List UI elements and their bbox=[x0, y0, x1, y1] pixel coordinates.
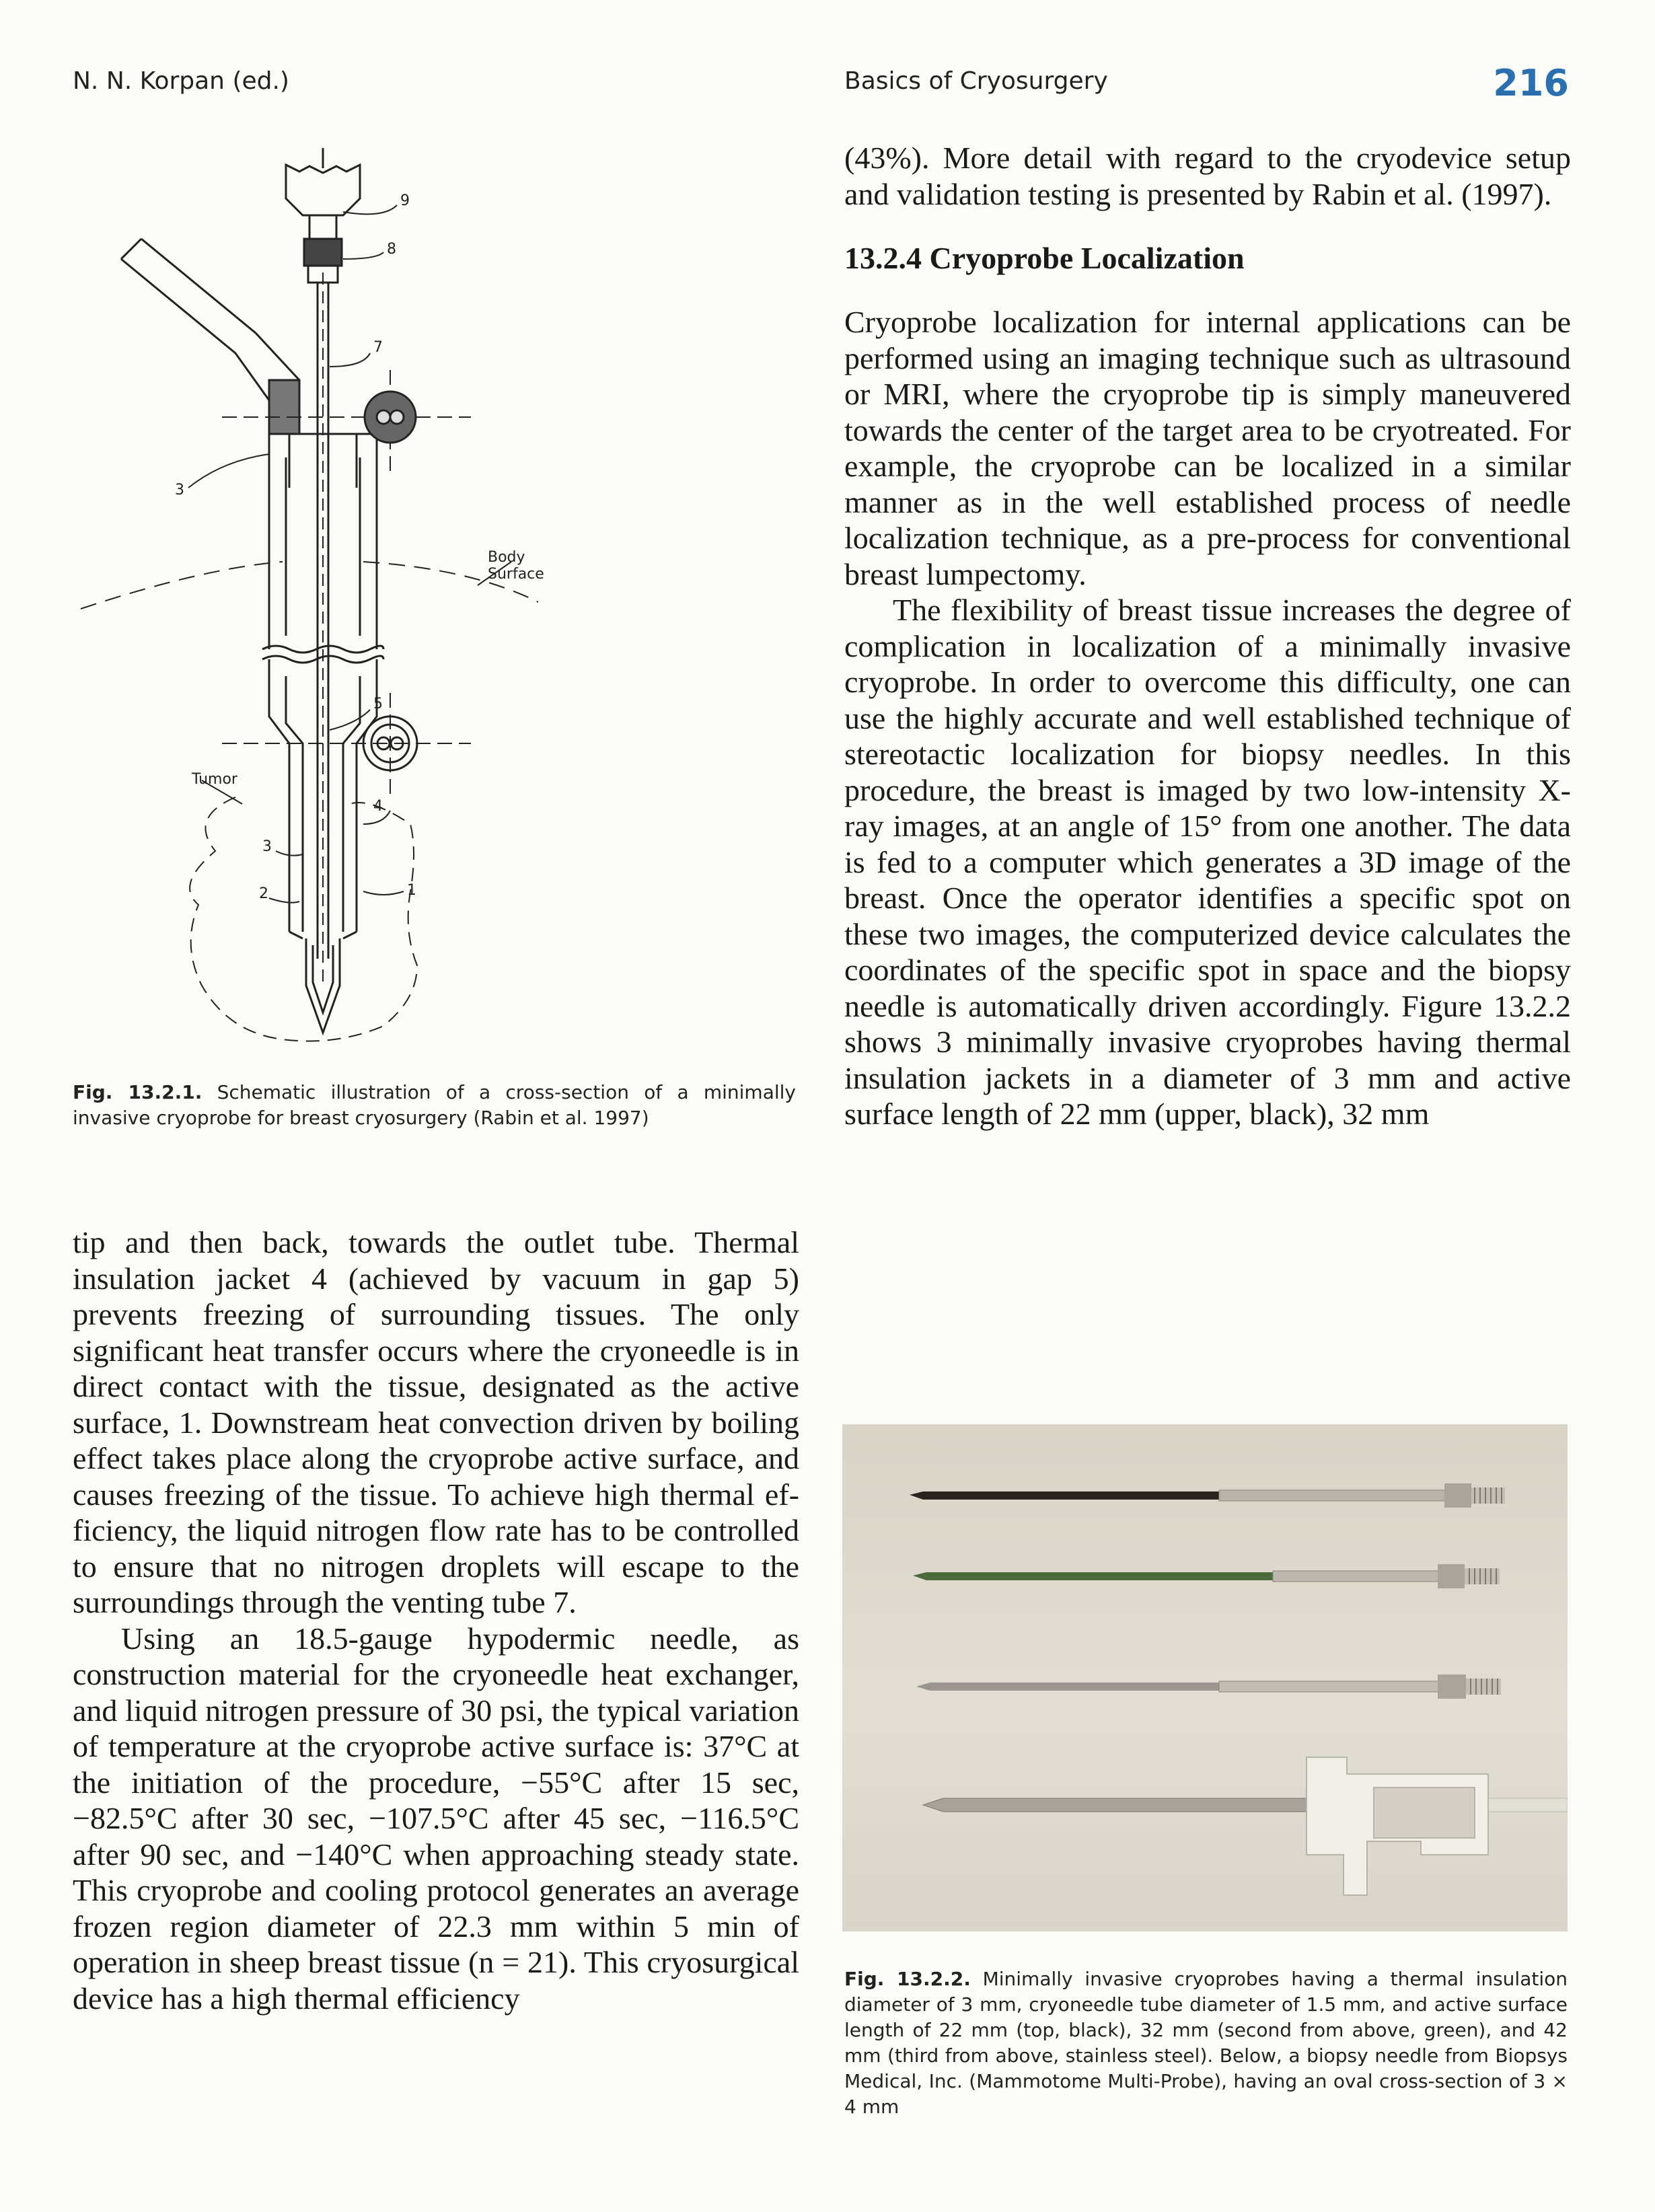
left-paragraph-1: tip and then back, towards the outlet tube. Thermal insulation jacket 4 (achieved by vacuum in gap 5) prevents freezing of surrounding tissues. The only significant heat transfer occurs where the cryoneedle is in direct contact with the tissue, designated as the active surface, 1. Downstream heat convection driven by boiling effect takes place along the cryoprobe active surface, and causes freezing of the tissue. To achieve high thermal efficiency, the liquid nitrogen flow rate has to be controlled to ensure that no nitrogen droplets will escape to the surroundings through the venting tube 7. bbox=[73, 1225, 799, 1619]
biopsy-needle bbox=[923, 1757, 1568, 1895]
left-column-text bbox=[73, 1224, 799, 2016]
label-7: 7 bbox=[373, 339, 383, 356]
right-paragraph-2: The flexibility of breast tissue increases the degree of complication in localization of a minimally invasive cryoprobe. In order to overcome this difficulty, one can use the highly accurate and well established technique of stereotactic localization for biopsy needles. In this procedure, the breast is imaged by two low-intensity X-ray images, at an angle of 15° from one another. The data is fed to a computer which generates a 3D image of the breast. Once the operator identifies a specific spot on these two images, the computerized device calculates the coordinates of the specific spot in space and the biopsy needle is automatically driven accordingly. Figure 13.2.2 shows 3 minimally invasive cryoprobes having thermal insulation jackets in a diameter of 3 mm and active surface length of 22 mm (upper, black), 32 mm bbox=[844, 593, 1571, 1131]
right-intro-paragraph: (43%). More detail with regard to the cryodevice setup and validation testing is presented by Rabin et al. (1997). bbox=[844, 141, 1571, 211]
probe-steel bbox=[916, 1674, 1501, 1699]
page-number: 216 bbox=[1493, 62, 1569, 104]
running-header-title: Basics of Cryosurgery bbox=[844, 67, 1108, 95]
label-5: 5 bbox=[373, 696, 383, 712]
figure2-caption-label: Fig. 13.2.2. bbox=[844, 1968, 971, 1990]
figure2-caption-text: Minimally invasive cryoprobes having a thermal insulation diameter of 3 mm, cryoneedle tube diameter of 1.5 mm, and active surface length of 22 mm (top, black), 32 mm (second from above, green), and 42 mm (third from above, stainless steel). Below, a biopsy needle from Biopsys Medical, Inc. (Mammotome Multi-Probe), having an oval cross-section of 3 × 4 mm bbox=[844, 1968, 1568, 2118]
right-paragraph-1: Cryoprobe localization for internal applications can be performed using an imaging technique such as ultrasound or MRI, where the cryoprobe tip is simply maneuvered towards the center of the target area to be cryotreated. For example, the cryoprobe can be localized in a similar manner as in the well established process of needle localization technique, as a pre-process for conventional breast lumpectomy. bbox=[844, 305, 1571, 591]
probe-black bbox=[910, 1483, 1505, 1508]
section-heading: 13.2.4 Cryoprobe Localization bbox=[844, 241, 1245, 275]
figure2-caption bbox=[844, 1966, 1568, 2120]
label-tumor: Tumor bbox=[192, 771, 237, 788]
label-9: 9 bbox=[400, 192, 410, 209]
figure1-caption-label: Fig. 13.2.1. bbox=[73, 1081, 203, 1103]
running-header-author: N. N. Korpan (ed.) bbox=[73, 67, 289, 95]
label-3-lower: 3 bbox=[262, 838, 272, 855]
probe-green bbox=[913, 1564, 1500, 1588]
figure1-caption-text: Schematic illustration of a cross-section of a minimally invasive cryoprobe for breast cryosurgery (Rabin et al. 1997) bbox=[73, 1081, 796, 1129]
label-surface: Surface bbox=[488, 566, 544, 583]
label-1: 1 bbox=[407, 882, 416, 899]
left-paragraph-2: Using an 18.5-gauge hypodermic needle, as construction material for the cryoneedle heat exchanger, and liquid nitrogen pressure of 30 psi, the typical variation of temperature at the cryoprobe active surface is: 37°C at the initiation of the procedure, −55°C after 15 sec, −82.5°C after 30 sec, −107.5°C after 45 sec, −116.5°C after 90 sec, and −140°C when approaching steady state. This cryoprobe and cooling protocol generates an average frozen region diameter of 22.3 mm within 5 min of operation in sheep breast tissue (n = 21). This cryosurgical device has a high thermal efficiency bbox=[73, 1621, 799, 2016]
label-2: 2 bbox=[259, 885, 268, 902]
figure1-caption bbox=[73, 1080, 796, 1131]
label-4: 4 bbox=[373, 798, 383, 815]
cryoprobe-schematic bbox=[67, 138, 740, 1080]
label-8: 8 bbox=[387, 241, 396, 258]
right-column-text bbox=[844, 140, 1571, 1132]
cryoprobes-photo bbox=[842, 1424, 1568, 1931]
label-3-upper: 3 bbox=[175, 482, 184, 499]
label-body: Body bbox=[488, 549, 525, 566]
